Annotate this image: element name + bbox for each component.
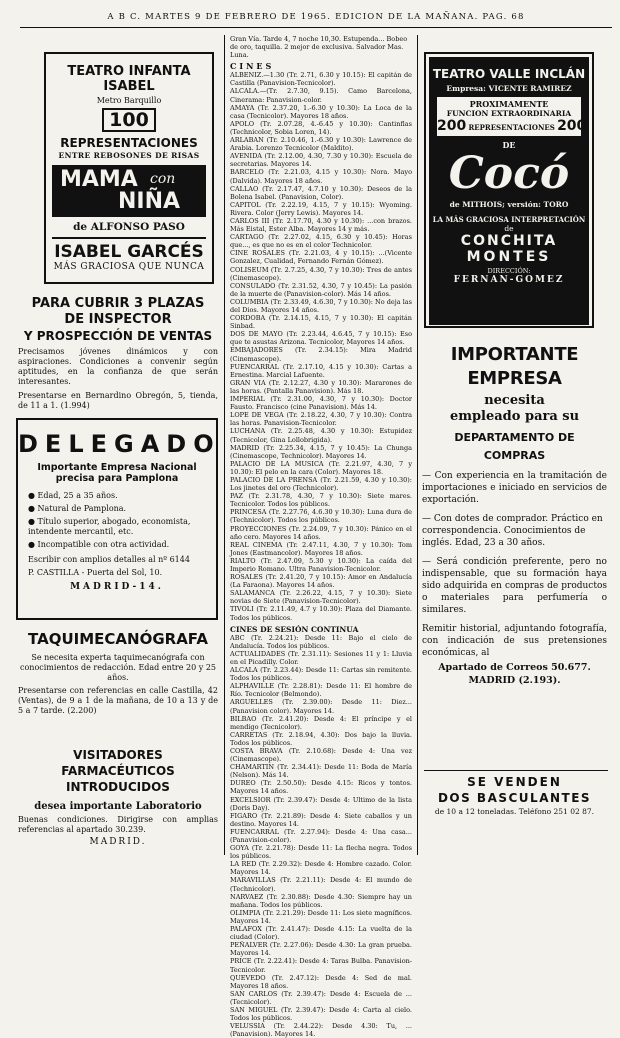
cinema-listing: PALACIO DE LA MUSICA (Tr. 2.21.97, 4.30, 7 y 10.30): El pelo en la cara (Color). Mayores 18. [230,459,412,476]
delegado-city: MADRID-14. [70,582,164,592]
actress-first: CONCHITA [460,233,558,249]
cinema-listing: LA RED (Tr. 2.29.32): Desde 4: Hombre cazado. Color. Mayores 14. [230,860,412,877]
play-title-block [52,165,206,217]
cinema-listing: QUEVEDO (Tr. 2.47.12): Desde 4: Sed de mal. Mayores 18 años. [230,973,412,990]
cinema-listing: APOLO (Tr. 2.07.28, 4.-6.45 y 10.30): Cantinflas (Technicolor, Sobia Loren, 14). [230,119,412,136]
delegado-bullets [28,491,208,550]
metro-line: Metro Barquillo [96,96,162,105]
valle-inclan-author: de MITHOIS; versión: TORO [449,200,569,209]
cinema-listing: CARRETAS (Tr. 2.18.94, 4.30): Dos bajo la lluvia. Todos los públicos. [230,730,412,747]
header-rule [20,27,612,28]
delegado-bullet: ● Incompatible con otra actividad. [28,540,170,549]
ad-teatro-valle-inclan [424,52,594,328]
inspector-title-1: PARA CUBRIR 3 PLAZAS [31,296,205,311]
cinema-listing: DUREO (Tr. 2.50.50): Desde 4.15: Ricos y tontos. Mayores 14 años. [230,779,412,796]
count-mid: REPRESENTACIONES [468,123,555,132]
ad-teatro-infanta-isabel [44,52,214,284]
cinema-listing: VELUSSIA (Tr. 2.44.22): Desde 4.30: Tu, ... (Panavision). Mayores 14. [230,1022,412,1038]
cinema-listing: AVENIDA (Tr. 2.12.00, 4.30, 7.30 y 10.30): Escuela de secretarias. Mayores 14. [230,152,412,169]
cinema-list-continuous [230,634,412,1038]
valle-inclan-empresa: Empresa: VICENTE RAMIREZ [446,84,572,93]
cinema-listing: CALLAO (Tr. 2.17.47, 4.7.10 y 10.30): Deseos de la Bolena Isabel. (Panavision, Color). [230,184,412,201]
cinema-listing: LUCHANA (Tr. 2.25.48, 4.30 y 10.30): Estupidez (Tecnicolor, Gina Lollobrigida). [230,427,412,444]
visitadores-title-1: VISITADORES FARMACÉUTICOS [61,748,175,778]
cinema-listing: CORDOBA (Tr. 2.14.15, 4.15, 7 y 10.30): El capitán Sinbad. [230,314,412,331]
valle-inclan-panel [429,57,589,325]
delegado-bullet: ● Título superior, abogado, economista, intendente mercantil, etc. [28,517,191,536]
count-frame [102,108,156,132]
valle-inclan-performance: LA MÁS GRACIOSA INTERPRETACIÓN [432,215,586,224]
actress-last: MONTES [466,249,552,265]
empresa-item: — Será condición preferente, pero no indispensable, que su formación haya sido adquirida en compras de productos o materiales para perfumería o similares. [422,557,607,615]
cinema-listings [230,35,412,1038]
cinema-listing: CARLOS III (Tr. 2.17.70, 4.30 y 10.30): ...con brazos. Más Eistal, Ester Alba. Mayores 14 y más. [230,216,412,234]
cinema-listing: LOPE DE VEGA (Tr. 2.18.22, 4.30, 7 y 10.30): Contra las horas. Panavision-Tecnicolor. [230,411,412,428]
delegado-agency: P. CASTILLA - Puerta del Sol, 10. [28,568,163,577]
play-word-nina: NIÑA [118,189,181,214]
play-word-mama: MAMA [60,167,138,192]
cinema-listing: ALCALA.—(Tr. 2.7.30, 9.15). Camo Barcelona, Cinerama: Panavision-color. [230,87,412,104]
taquimecanografa-contact: Presentarse con referencias en calle Castilla, 42 (Ventas), de 9 a 1 de la mañana, de 10 a 13 y de 5 a 7 tarde. (2.200) [18,686,218,715]
cines-heading: CINES [230,61,275,72]
delegado-title: DELEGADO [18,430,221,458]
cinema-list-main [230,71,412,621]
cinema-listing: RIALTO (Tr. 2.47.09, 5.30 y 10.30): La caída del Imperio Romano. Ultra Panavision-Tecnicolor. [230,556,412,573]
cinema-listing: COSTA BRAVA (Tr. 2.10.68): Desde 4: Una vez (Cinemascope). [230,746,412,764]
visitadores-title-2: INTRODUCIDOS [66,780,170,794]
empresa-item: — Con experiencia en la tramitación de importaciones e iniciado en servicios de exportación. [422,471,607,505]
count-right: 200 [557,118,587,134]
column-rule [224,35,225,855]
visitadores-body: Buenas condiciones. Dirigirse con amplias referencias al apartado 30.239. [18,815,218,834]
cinema-listing: PRICE (Tr. 2.22.41): Desde 4: Taras Bulba. Panavision-Tecnicolor. [230,957,412,974]
page-header: A B C. MARTES 9 DE FEBRERO DE 1965. EDICION DE LA MAÑANA. PAG. 68 [107,12,525,22]
cines-continua-heading: CINES DE SESIÓN CONTINUA [230,624,359,634]
subtitle-risas: ENTRE REBOSONES DE RISAS [58,151,200,160]
cinema-listing: CINE ROSALES (Tr. 2.21.03, 4 y 10.15): ...(Vicente Gonzalez, Cualidad, Fernando Fernán Gómez). [230,249,412,266]
cinema-listing: COLUMBIA (Tr. 2.33.49, 4.6.30, 7 y 10.30): No deja las del Dios. Mayores 14 años. [230,297,412,314]
cinema-listing: PROYECCIONES (Tr. 2.24.09, 7 y 10.30): Pánico en el año cero. Mayores 14 años. [230,524,412,541]
cinema-listing: IMPERIAL (Tr. 2.31.00, 4.30, 7 y 10.30): Doctor Fausto. Francisco (cine Panavision). Más 14. [230,395,412,412]
cinema-listing: MARAVILLAS (Tr. 2.21.11): Desde 4: El mundo de (Technicolor). [230,876,412,893]
cinema-listing: NARVAEZ (Tr. 2.30.88): Desde 4.30: Siempre hay un mañana. Todos los públicos. [230,892,412,909]
inspector-title-2: DE INSPECTOR [64,312,172,327]
taquimecanografa-body: Se necesita experta taquimecanógrafa con conocimientos de redacción. Edad entre 20 y 25 años. [20,653,216,682]
delegado-write: Escribir con amplios detalles al nº 6144 [28,555,190,564]
cinema-listing: SALAMANCA (Tr. 2.26.22, 4.15, 7 y 10.30): Siete novias de Siete (Panavision-Tecnicolor). [230,589,412,606]
cinema-listing: COLISEUM (Tr. 2.7.25, 4.30, 7 y 10.30): Tres de antes (Cinemascope). [230,265,412,282]
cinema-listing: FIGARO (Tr. 2.21.89): Desde 4: Siete caballos y un destino. Mayores 14. [230,811,412,828]
cinema-listing: ALCALA (Tr. 2.23.44): Desde 11: Cartas sin remitente. Todos los públicos. [230,666,412,683]
cinema-listing: MADRID (Tr. 2.25.34, 4.15, 7 y 10.45): La Chunga (Cinemascope, Technicolor). Mayores 14. [230,443,412,460]
inspector-footer: Presentarse en Bernardino Obregón, 5, tienda, de 11 a 1. (1.994) [18,391,218,410]
bullet-text: Título superior, abogado, economista, intendente mercantil, etc. [28,517,191,536]
cinema-listing: BILBAO (Tr. 2.41.20): Desde 4: El príncipe y el mendigo (Tecnicolor). [230,714,412,731]
valle-inclan-count-line [437,118,587,134]
director-name: FERNAN-GOMEZ [453,275,565,285]
cinema-listing: PAZ (Tr. 2.31.78, 4.30, 7 y 10.30): Siete mares. Tecnicolor. Todos los públicos. [230,492,412,509]
cinema-listing: CAPITOL (Tr. 2.22.19, 4.15, 7 y 10.15): Wyoming. Rivera. Color (Jerry Lewis). Mayores 14. [230,200,412,217]
cinema-listing: TIVOLI (Tr. 2.11.49, 4.7 y 10.30): Plaza del Diamante. Todos los públicos. [230,605,412,622]
cinema-listing: PEÑALVER (Tr. 2.27.06): Desde 4.30: La gran prueba. Mayores 14. [230,941,412,958]
count-left: 200 [437,118,467,134]
valle-inclan-proximamente: PROXIMAMENTE [469,99,549,109]
empresa-item: — Con dotes de comprador. Práctico en correspondencia. Conocimientos de inglés. Edad, 23 a 30 años. [422,514,603,548]
basculantes-title-2: DOS BASCULANTES [437,791,592,805]
cinema-listing: CHAMARTIN (Tr. 2.34.41): Desde 11: Boda de María (Nelson). Más 14. [230,763,412,780]
ad-inspector [18,296,218,411]
cinema-listing: ARLABAN (Tr. 2.10.46, 1.-6.30 y 10.30): Lawrence de Arabia. Lorenzo Tecnicolor (Maldito). [230,136,412,153]
cinema-listing: FUENCARRAL (Tr. 2.27.94): Desde 4: Una casa... (Panavision-color). [230,827,412,844]
inspector-title-3: Y PROSPECCIÓN DE VENTAS [23,329,213,343]
empresa-empleado: empleado para su [449,409,580,424]
cinema-listing: ABC (Tr. 2.24.21): Desde 11: Bajo el cielo de Andalucía. Todos los públicos. [230,633,412,650]
empresa-title: IMPORTANTE EMPRESA [450,344,579,389]
cinema-listing: GRAN VIA (Tr. 2.12.27, 4.30 y 10.30): Mararones de las horas. (Pantalla Panavision). Más 18. [230,378,412,395]
cinema-listing: REAL CINEMA (Tr. 2.47.11, 4.30, 7 y 10.30): Tom Jones (Eastmancolor). Mayores 18 años. [230,540,412,557]
cinema-listing: PALAFOX (Tr. 2.41.47): Desde 4.15: La vuelta de la ciudad (Color). [230,925,412,942]
bullet-text: Edad, 25 a 35 años. [37,491,118,500]
valle-inclan-funcion: FUNCION EXTRAORDINARIA [446,109,572,118]
theatre-name: TEATRO INFANTA ISABEL [67,64,191,94]
cinema-listing: BARCELO (Tr. 2.21.03, 4.15 y 10.30): Nora. Mayo (Dalvida). Mayores 18 años. [230,168,412,185]
bullet-text: Natural de Pamplona. [37,504,127,513]
bullet-text: Incompatible con otra actividad. [37,540,170,549]
cinema-listing: EXCELSIOR (Tr. 2.39.47): Desde 4: Ultimo de la lista (Doris Day). [230,795,412,812]
tagline: MÁS GRACIOSA QUE NUNCA [53,262,205,272]
taquimecanografa-title: TAQUIMECANÓGRAFA [28,630,208,648]
actress-name: ISABEL GARCÉS [54,242,204,262]
cinema-listing: GOYA (Tr. 2.21.78): Desde 11: La flecha negra. Todos los públicos. [230,844,412,861]
delegado-bullet: ● Edad, 25 a 35 años. [28,491,118,500]
cinema-listing: CONSULADO (Tr. 2.31.52, 4.30, 7 y 10.45): La pasión de la muerte de (Panavision-color). Más 14 años. [230,281,412,298]
ad-delegado [16,418,221,620]
empresa-necesita: necesita [484,393,545,408]
visitadores-line: desea importante Laboratorio [34,801,202,812]
delegado-line-2: precisa para Pamplona [55,473,179,484]
empresa-remit: Remitir historial, adjuntando fotografía, con indicación de sus pretensiones económicas, al [422,624,607,658]
cinema-listing: ACTUALIDADES (Tr. 2.31.11): Sesiones 11 y 1: Lluvia en el Picadilly. Color. [230,649,412,666]
empresa-city: MADRID (2.193). [468,675,561,686]
visitadores-city: MADRID. [89,837,147,847]
cinema-listing: ARGUELLES (Tr. 2.39.00): Desde 11: Diez... (Panavision color). Mayores 14. [230,698,412,715]
ad-visitadores [18,747,218,847]
basculantes-title-1: SE VENDEN [467,775,562,789]
ad-importante-empresa [422,343,607,686]
basculantes-line: de 10 a 12 toneladas. Teléfono 251 02 87. [434,807,595,816]
valle-inclan-theatre: TEATRO VALLE INCLÁN [432,67,586,81]
direction-label: DIRECCIÓN: [487,267,531,275]
valle-inclan-de: DE [502,140,516,150]
author-line: de ALFONSO PASO [73,221,185,233]
delegado-line-1: Importante Empresa Nacional [37,462,197,473]
cinema-listing: FUENCARRAL (Tr. 2.17.10, 4.15 y 10.30): Cartas a Ernestina. Marcial Lafuente. [230,362,412,379]
column-rule [417,35,418,855]
representaciones-label: REPRESENTACIONES [60,136,198,150]
cinema-listing: ROSALES (Tr. 2.41.20, 7 y 10.15): Amor en Andalucía (La Faraona). Mayores 14 años. [230,573,412,590]
cinema-listing: SAN MIGUEL (Tr. 2.39.47): Desde 4: Carta al cielo. Todos los públicos. [230,1005,412,1023]
cinema-listing: PRINCESA (Tr. 2.27.76, 4.6.30 y 10.30): Luna dura de (Technicolor). Todos los públicos. [230,508,412,525]
empresa-item-text: Con experiencia en la tramitación de importaciones e iniciado en servicios de exportación. [422,471,607,505]
ad-taquimecanografa [18,628,218,716]
divider [52,237,206,239]
empresa-item-text: Con dotes de comprador. Práctico en correspondencia. Conocimientos de inglés. Edad, 23 a 30 años. [422,514,603,548]
cinema-listing: PALACIO DE LA PRENSA (Tr. 2.21.59, 4.30 y 10.30): Los jinetes del oro (Technicolor). [230,475,412,493]
cinema-listing: CARTAGO (Tr. 2.27.02, 4.15, 6.30 y 10.45): Horas que..., es que no es en el color Technicolor. [230,233,412,250]
count-100: 100 [109,109,149,131]
cinema-listing: EMBAJADORES (Tr. 2.34.15): Mira Madrid (Cinemascope). [230,346,412,363]
empresa-department: DEPARTAMENTO DE COMPRAS [454,431,575,462]
cinema-listing: ALPHAVILLE (Tr. 2.28.81): Desde 11: El hombre de Río. Tecnicolor (Belmondo). [230,682,412,699]
valle-inclan-play: Cocó [448,148,570,199]
basculantes-rule [424,770,608,771]
cinema-listing: DOS DE MAYO (Tr. 2.23.44, 4.6.45, 7 y 10.15): Eso que te asustas Arizona. Tecnicolor, Mayores 14 años. [230,330,412,347]
cinema-listing: SAN CARLOS (Tr. 2.39.47): Desde 4: Escuela de ... (Tecnicolor). [230,989,412,1006]
cinema-listing: ALBENIZ.—1.30 (Tr. 2.71, 6.30 y 10.15): El capitán de Castilla (Panavision-Tecnicolor). [230,71,412,88]
cinema-listing: AMAYA (Tr. 2.37.20, 1.-6.30 y 10.30): La Loca de la casa (Tecnicolor). Mayores 18 años. [230,103,412,120]
cinema-listing: OLIMPIA (Tr. 2.21.29): Desde 11: Los siete magníficos. Mayores 14. [230,908,412,925]
delegado-bullet: ● Natural de Pamplona. [28,504,127,513]
play-word-con: con [150,171,176,187]
inspector-body: Precisamos jóvenes dinámicos y con aspiraciones. Condiciones a convenir según aptitudes, en la confianza de que serán interesantes. [18,347,218,386]
empresa-apartado: Apartado de Correos 50.677. [438,662,591,673]
empresa-item-text: Será condición preferente, pero no indispensable, que su formación haya sido adquirida en compras de productos o materiales para perfumería o similares. [422,557,607,615]
valle-inclan-announce-box [437,97,587,136]
valle-inclan-de2: de [504,224,514,233]
ad-basculantes [422,775,607,816]
cinema-lead: Gran Vía. Tarde 4, 7 noche 10,30. Estupenda... Bobeo de oro, taquilla. 2 mejor de exclusiva. Salvador Mas. Luna. [230,35,408,60]
